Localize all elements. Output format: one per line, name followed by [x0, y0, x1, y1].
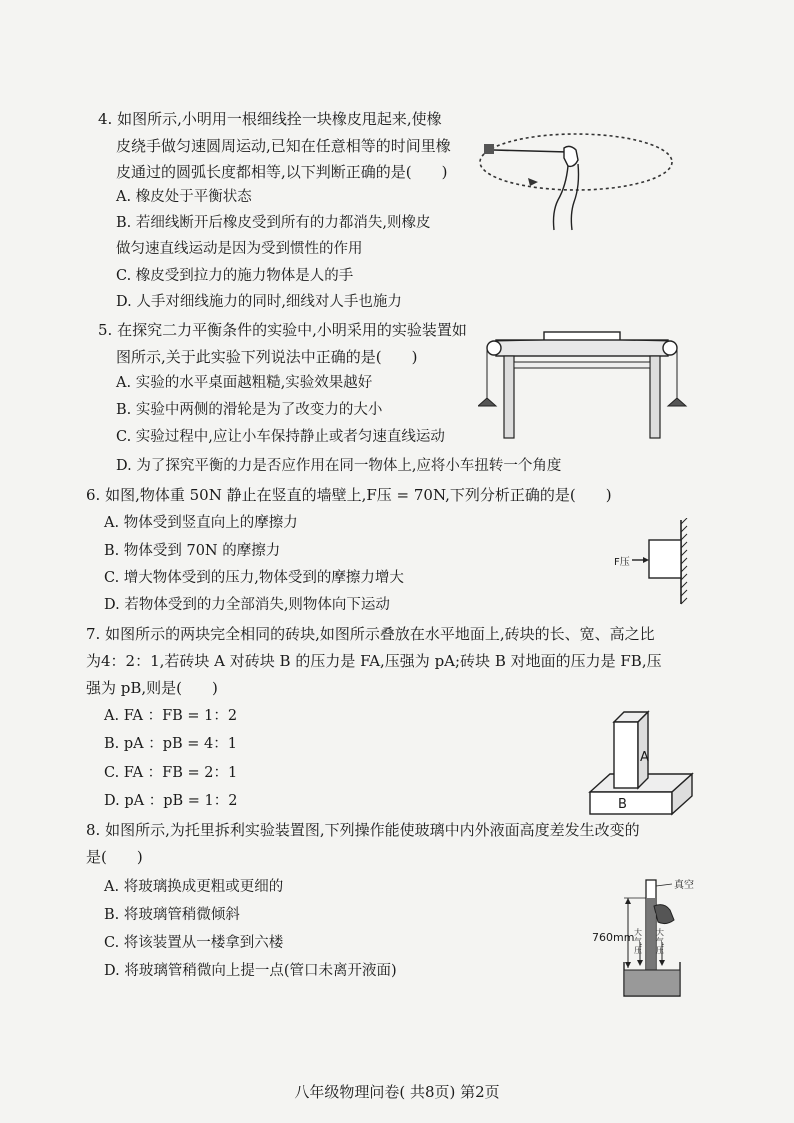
- q8-atm-label-right: 大气压: [656, 928, 664, 955]
- q8-option-a: A. 将玻璃换成更粗或更细的: [104, 879, 284, 895]
- q4-option-b-cont: 做匀速直线运动是因为受到惯性的作用: [116, 241, 363, 257]
- q4-option-a: A. 橡皮处于平衡状态: [116, 189, 252, 205]
- q7-option-c: C. FA ：FB = 2：1: [104, 765, 238, 781]
- q6-stem: 6. 如图,物体重 50N 静止在竖直的墙壁上,F压 = 70N,下列分析正确的是( ): [86, 486, 612, 504]
- q6-option-c: C. 增大物体受到的压力,物体受到的摩擦力增大: [104, 570, 404, 586]
- q8-stem-line-2: 是( ): [86, 848, 143, 866]
- q7-stem-line-2: 为4：2：1,若砖块 A 对砖块 B 的压力是 FA,压强为 pA;砖块 B 对地面的压力是 FB,压: [86, 652, 662, 670]
- q6-option-a: A. 物体受到竖直向上的摩擦力: [104, 515, 298, 531]
- q5-figure-table-pulleys: [478, 326, 688, 446]
- q6-option-d: D. 若物体受到的力全部消失,则物体向下运动: [104, 597, 390, 613]
- q7-option-d: D. pA ：pB = 1：2: [104, 793, 238, 809]
- q7-option-b: B. pA ：pB = 4：1: [104, 736, 237, 752]
- q5-option-a: A. 实验的水平桌面越粗糙,实验效果越好: [116, 375, 373, 391]
- q4-stem-line-3: 皮通过的圆弧长度都相等,以下判断正确的是( ): [116, 163, 448, 181]
- q4-option-b: B. 若细线断开后橡皮受到所有的力都消失,则橡皮: [116, 215, 431, 231]
- q5-option-b: B. 实验中两侧的滑轮是为了改变力的大小: [116, 402, 383, 418]
- q5-option-c: C. 实验过程中,应让小车保持静止或者匀速直线运动: [116, 429, 445, 445]
- q7-label-b: B: [618, 797, 627, 812]
- q7-option-a: A. FA ：FB = 1：2: [104, 708, 238, 724]
- q8-option-b: B. 将玻璃管稍微倾斜: [104, 907, 240, 923]
- q6-option-b: B. 物体受到 70N 的摩擦力: [104, 543, 281, 559]
- q7-stem-line-1: 7. 如图所示的两块完全相同的砖块,如图所示叠放在水平地面上,砖块的长、宽、高之比: [86, 625, 655, 643]
- q7-stem-line-3: 强为 pB,则是( ): [86, 679, 218, 697]
- q8-option-d: D. 将玻璃管稍微向上提一点(管口未离开液面): [104, 963, 397, 979]
- q8-stem-line-1: 8. 如图所示,为托里拆利实验装置图,下列操作能使玻璃中内外液面高度差发生改变的: [86, 821, 640, 839]
- q8-atm-label-left: 大气压: [634, 928, 642, 955]
- q5-stem-line-1: 5. 在探究二力平衡条件的实验中,小明采用的实验装置如: [98, 321, 467, 339]
- q5-stem-line-2: 图所示,关于此实验下列说法中正确的是( ): [116, 348, 418, 366]
- q4-stem-line-1: 4. 如图所示,小明用一根细线拴一块橡皮甩起来,使橡: [98, 110, 442, 128]
- q8-option-c: C. 将该装置从一楼拿到六楼: [104, 935, 284, 951]
- page-footer: 八年级物理问卷( 共8页) 第2页: [294, 1083, 500, 1101]
- q5-option-d: D. 为了探究平衡的力是否应作用在同一物体上,应将小车扭转一个角度: [116, 458, 562, 474]
- q4-option-c: C. 橡皮受到拉力的施力物体是人的手: [116, 268, 354, 284]
- q4-option-d: D. 人手对细线施力的同时,细线对人手也施力: [116, 294, 402, 310]
- q8-height-label: 760mm: [592, 931, 635, 944]
- q7-label-a: A: [640, 750, 649, 765]
- q6-force-label: F压: [614, 557, 630, 568]
- q4-stem-line-2: 皮绕手做匀速圆周运动,已知在任意相等的时间里橡: [116, 137, 451, 155]
- q4-figure-rubber-circle: [476, 118, 676, 238]
- q8-vacuum-label: 真空: [674, 880, 694, 891]
